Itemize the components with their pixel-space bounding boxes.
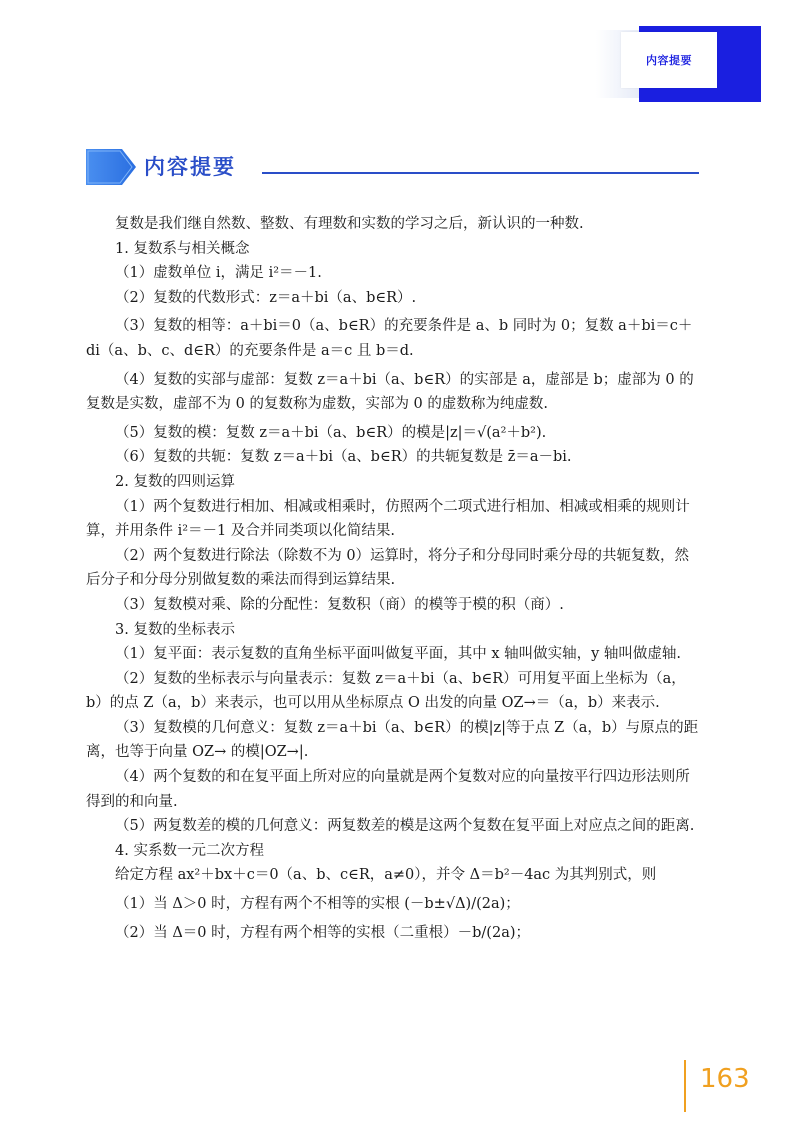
- item-1-6: （6）复数的共轭：复数 z＝a＋bi（a、b∈R）的共轭复数是 z̄＝a－bi.: [115, 449, 572, 466]
- section-title: 内容提要: [144, 155, 236, 179]
- item-2-1: （1）两个复数进行相加、相减或相乘时，仿照两个二项式进行相加、相减或相乘的规则计算，并用条件 i²＝－1 及合并同类项以化简结果.: [86, 498, 690, 540]
- item-4-1: （1）当 Δ＞0 时，方程有两个不相等的实根 (－b±√Δ)/(2a)；: [115, 896, 520, 913]
- content-body: [86, 212, 700, 945]
- item-1-3: （3）复数的相等：a＋bi＝0（a、b∈R）的充要条件是 a、b 同时为 0；复数 a＋bi＝c＋di（a、b、c、d∈R）的充要条件是 a＝c 且 b＝d.: [86, 318, 693, 359]
- heading-1: 1. 复数系与相关概念: [115, 240, 250, 257]
- header-tab: [621, 32, 717, 88]
- item-3-3: （3）复数模的几何意义：复数 z＝a＋bi（a、b∈R）的模|z|等于点 Z（a，b）与原点的距离，也等于向量 OZ→ 的模|OZ→|.: [86, 719, 699, 761]
- item-1-2: （2）复数的代数形式：z＝a＋bi（a、b∈R）.: [115, 289, 417, 306]
- item-4-2: （2）当 Δ＝0 时，方程有两个相等的实根（二重根）－b/(2a)；: [115, 924, 530, 941]
- item-2-2: （2）两个复数进行除法（除数不为 0）运算时，将分子和分母同时乘分母的共轭复数，然后分子和分母分别做复数的乘法而得到运算结果.: [86, 547, 690, 589]
- page-number: 163: [700, 1064, 750, 1094]
- item-2-3: （3）复数模对乘、除的分配性：复数积（商）的模等于模的积（商）.: [115, 596, 564, 613]
- heading-4: 4. 实系数一元二次方程: [115, 842, 264, 859]
- section-rule: [262, 172, 699, 174]
- item-1-5: （5）复数的模：复数 z＝a＋bi（a、b∈R）的模是|z|＝√(a²＋b²).: [115, 424, 547, 441]
- intro-paragraph: 复数是我们继自然数、整数、有理数和实数的学习之后，新认识的一种数.: [115, 216, 584, 232]
- equation-intro: 给定方程 ax²＋bx＋c＝0（a、b、c∈R，a≠0），并令 Δ＝b²－4ac 为其判别式，则: [115, 867, 657, 884]
- item-3-5: （5）两复数差的模的几何意义：两复数差的模是这两个复数在复平面上对应点之间的距离.: [115, 818, 695, 835]
- item-1-1: （1）虚数单位 i，满足 i²＝－1.: [115, 265, 322, 282]
- heading-2: 2. 复数的四则运算: [115, 473, 235, 490]
- page-number-bar: [684, 1060, 686, 1112]
- item-3-2: （2）复数的坐标表示与向量表示：复数 z＝a＋bi（a、b∈R）可用复平面上坐标为（a，b）的点 Z（a，b）来表示，也可以用从坐标原点 O 出发的向量 OZ→＝（a，b）来表示.: [86, 670, 686, 712]
- section-arrow-icon: [86, 143, 138, 191]
- item-3-4: （4）两个复数的和在复平面上所对应的向量就是两个复数对应的向量按平行四边形法则所得到的和向量.: [86, 769, 690, 810]
- heading-3: 3. 复数的坐标表示: [115, 621, 235, 638]
- header-tab-label: 内容提要: [646, 54, 692, 67]
- item-3-1: （1）复平面：表示复数的直角坐标平面叫做复平面，其中 x 轴叫做实轴，y 轴叫做虚轴.: [115, 646, 682, 663]
- item-1-4: （4）复数的实部与虚部：复数 z＝a＋bi（a、b∈R）的实部是 a，虚部是 b；虚部为 0 的复数是实数，虚部不为 0 的复数称为虚数，实部为 0 的虚数称为纯虚数.: [86, 371, 694, 413]
